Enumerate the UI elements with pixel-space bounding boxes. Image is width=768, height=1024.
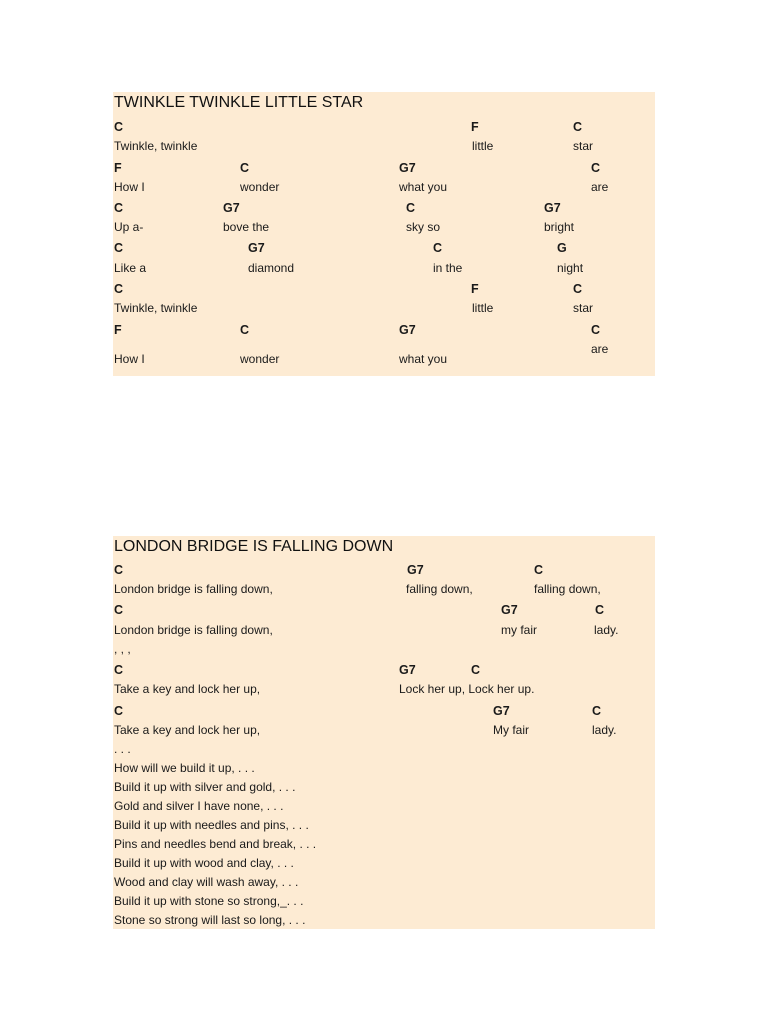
chord: C (240, 161, 250, 175)
lyric: . . . (114, 742, 131, 756)
lyric: Build it up with needles and pins, . . . (114, 818, 309, 832)
lyric: sky so (406, 220, 441, 234)
lyric: Stone so strong will last so long, . . . (114, 913, 306, 927)
chord: C (114, 663, 124, 677)
lyric: London bridge is falling down, (114, 582, 273, 596)
chord: C (114, 603, 124, 617)
lyric: Build it up with wood and clay, . . . (114, 856, 294, 870)
chord: C (433, 241, 443, 255)
lyric: Like a (114, 261, 147, 275)
lyric: Wood and clay will wash away, . . . (114, 875, 299, 889)
chord: C (595, 603, 605, 617)
lyric: How I (114, 352, 145, 366)
chord: C (114, 563, 124, 577)
lyric: what you (399, 352, 448, 366)
chord: C (406, 201, 416, 215)
chord: F (114, 323, 122, 337)
lyric: lady. (594, 623, 619, 637)
chord: G7 (407, 563, 424, 577)
lyric: , , , (114, 642, 131, 656)
chord: C (114, 704, 124, 718)
chord: G (557, 241, 567, 255)
chord: G7 (544, 201, 561, 215)
lyric: what you (399, 180, 448, 194)
chord: G7 (399, 663, 416, 677)
lyric: lady. (592, 723, 617, 737)
lyric: Build it up with silver and gold, . . . (114, 780, 296, 794)
lyric: in the (433, 261, 463, 275)
lyric: star (573, 301, 594, 315)
lyric: Lock her up, Lock her up. (399, 682, 535, 696)
lyric: wonder (240, 352, 280, 366)
lyric: Take a key and lock her up, (114, 723, 261, 737)
chord: F (471, 282, 479, 296)
chord: C (471, 663, 481, 677)
lyric: night (557, 261, 584, 275)
chord: G7 (399, 161, 416, 175)
chord: F (114, 161, 122, 175)
lyric: little (472, 139, 494, 153)
lyric: star (573, 139, 594, 153)
lyric: London bridge is falling down, (114, 623, 273, 637)
song-london-bridge (113, 536, 655, 929)
chord: C (114, 120, 124, 134)
chord: C (591, 161, 601, 175)
lyric: Twinkle, twinkle (114, 139, 198, 153)
song-title: LONDON BRIDGE IS FALLING DOWN (114, 538, 394, 555)
chord: G7 (223, 201, 240, 215)
chord: C (114, 282, 124, 296)
lyric: Pins and needles bend and break, . . . (114, 837, 317, 851)
lyric: falling down, (534, 582, 601, 596)
lyric: bright (544, 220, 575, 234)
lyric: Build it up with stone so strong,_. . . (114, 894, 304, 908)
lyric: are (591, 180, 609, 194)
lyric: How will we build it up, . . . (114, 761, 255, 775)
lyric: Twinkle, twinkle (114, 301, 198, 315)
lyric: are (591, 342, 609, 356)
lyric: Take a key and lock her up, (114, 682, 261, 696)
chord: C (591, 323, 601, 337)
lyric: Up a- (114, 220, 144, 234)
lyric: Gold and silver I have none, . . . (114, 799, 284, 813)
chord: G7 (501, 603, 518, 617)
song-title: TWINKLE TWINKLE LITTLE STAR (114, 94, 364, 111)
lyric: My fair (493, 723, 529, 737)
chord: G7 (248, 241, 265, 255)
lyric: wonder (240, 180, 280, 194)
chord: C (114, 201, 124, 215)
lyric: little (472, 301, 494, 315)
lyric: my fair (501, 623, 537, 637)
lyric: bove the (223, 220, 270, 234)
lyric: falling down, (406, 582, 473, 596)
chord: G7 (493, 704, 510, 718)
lyric: diamond (248, 261, 295, 275)
chord: C (592, 704, 602, 718)
chord: F (471, 120, 479, 134)
chord: C (534, 563, 544, 577)
chord: C (573, 120, 583, 134)
chord: C (114, 241, 124, 255)
chord: C (240, 323, 250, 337)
chord: C (573, 282, 583, 296)
lyric: How I (114, 180, 145, 194)
chord: G7 (399, 323, 416, 337)
song-twinkle-twinkle (113, 92, 655, 376)
